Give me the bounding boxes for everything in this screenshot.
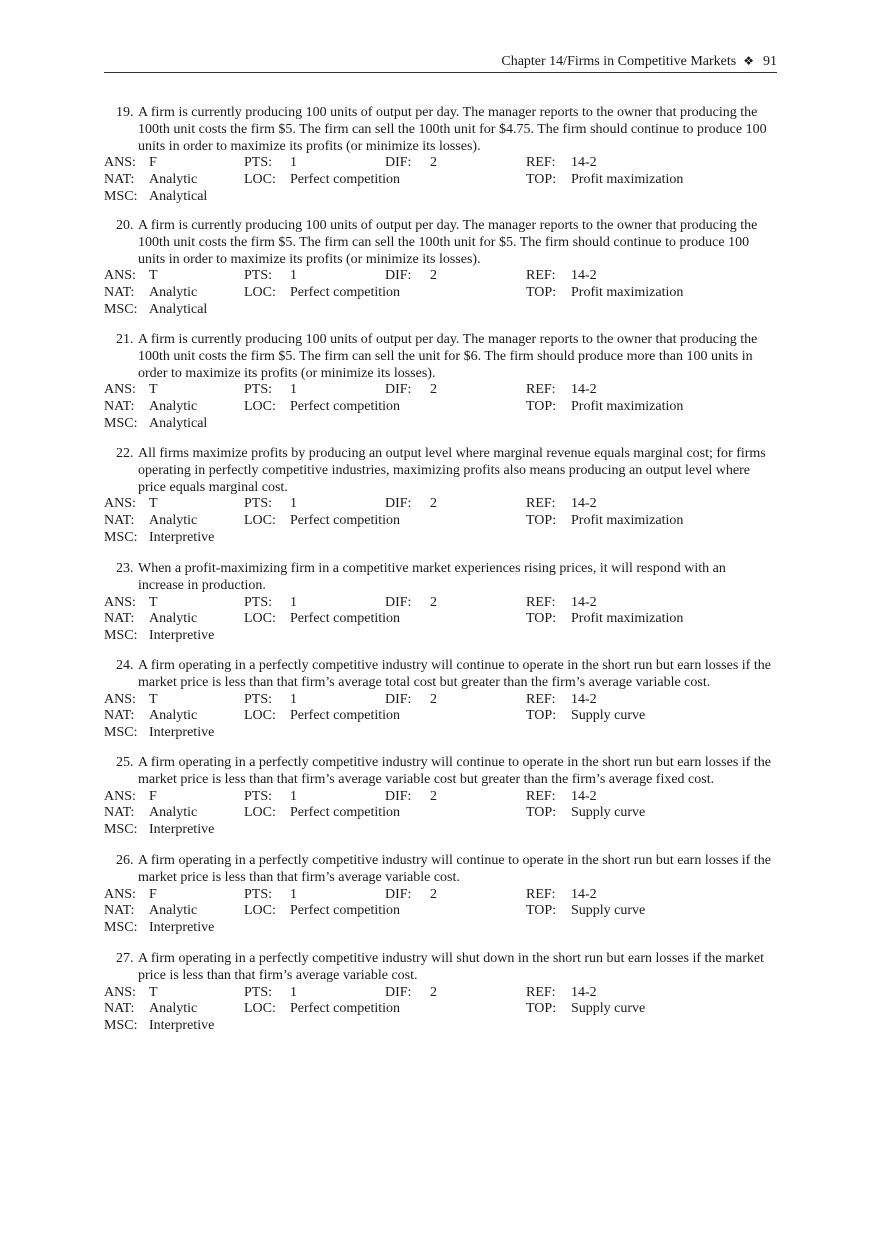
pts-label: PTS: [244, 496, 273, 512]
question-text-block [104, 853, 774, 887]
dif-value: 2 [430, 984, 437, 1000]
dif-label: DIF: [385, 984, 412, 1000]
answer-row [104, 595, 774, 612]
msc-label: MSC: [104, 1018, 138, 1034]
classification-row [104, 513, 774, 530]
pts-value: 1 [290, 788, 297, 804]
nat-label: NAT: [104, 285, 135, 301]
classification-row [104, 172, 774, 189]
msc-row [104, 725, 774, 742]
diamond-separator-icon: ❖ [743, 54, 754, 68]
top-value: Supply curve [571, 708, 646, 724]
top-label: TOP: [526, 805, 557, 821]
top-value: Profit maximization [571, 399, 684, 415]
loc-label: LOC: [244, 611, 276, 627]
loc-value: Perfect competition [290, 903, 401, 919]
question-number: 21. [116, 332, 134, 347]
nat-label: NAT: [104, 399, 135, 415]
msc-value: Interpretive [149, 920, 215, 936]
question-text: All firms maximize profits by producing an output level where marginal revenue equals marginal cost; for firms operating in perfectly competitive industries, maximizing profits also means producing an output level where price equals marginal cost. [138, 446, 766, 495]
msc-label: MSC: [104, 822, 138, 838]
classification-row [104, 399, 774, 416]
top-label: TOP: [526, 399, 557, 415]
top-value: Supply curve [571, 805, 646, 821]
ans-value: T [149, 496, 158, 512]
ans-label: ANS: [104, 268, 136, 284]
loc-value: Perfect competition [290, 399, 401, 415]
msc-label: MSC: [104, 628, 138, 644]
classification-row [104, 903, 774, 920]
dif-value: 2 [430, 594, 437, 610]
nat-value: Analytic [149, 513, 198, 529]
nat-value: Analytic [149, 285, 198, 301]
ref-value: 14-2 [571, 788, 597, 804]
msc-row [104, 302, 774, 319]
pts-value: 1 [290, 691, 297, 707]
nat-value: Analytic [149, 708, 198, 724]
top-value: Profit maximization [571, 285, 684, 301]
question-number: 20. [116, 218, 134, 233]
pts-label: PTS: [244, 155, 273, 171]
ans-label: ANS: [104, 155, 136, 171]
question-item [104, 853, 774, 937]
classification-row [104, 805, 774, 822]
msc-row [104, 1018, 774, 1035]
header-text [501, 52, 777, 71]
dif-value: 2 [430, 788, 437, 804]
pts-value: 1 [290, 496, 297, 512]
msc-value: Analytical [149, 301, 208, 317]
pts-value: 1 [290, 594, 297, 610]
question-text-block [104, 951, 774, 985]
dif-label: DIF: [385, 594, 412, 610]
chapter-title: Chapter 14/Firms in Competitive Markets [501, 54, 737, 69]
answer-row [104, 887, 774, 904]
loc-label: LOC: [244, 903, 276, 919]
msc-label: MSC: [104, 301, 138, 317]
msc-value: Analytical [149, 188, 208, 204]
ans-label: ANS: [104, 886, 136, 902]
question-text: A firm operating in a perfectly competitive industry will continue to operate in the short run but earn losses if the market price is less than that firm’s average total cost but greater than the firm’s average variable cost. [138, 658, 771, 690]
answer-row [104, 692, 774, 709]
classification-row [104, 1001, 774, 1018]
msc-label: MSC: [104, 415, 138, 431]
pts-label: PTS: [244, 382, 273, 398]
question-item [104, 658, 774, 742]
answer-row [104, 496, 774, 513]
ans-label: ANS: [104, 984, 136, 1000]
ref-value: 14-2 [571, 984, 597, 1000]
nat-label: NAT: [104, 1001, 135, 1017]
pts-value: 1 [290, 984, 297, 1000]
pts-label: PTS: [244, 268, 273, 284]
msc-row [104, 189, 774, 206]
dif-value: 2 [430, 691, 437, 707]
question-text: A firm operating in a perfectly competitive industry will continue to operate in the short run but earn losses if the market price is less than that firm’s average variable cost. [138, 853, 771, 885]
ref-value: 14-2 [571, 268, 597, 284]
question-number: 19. [116, 105, 134, 120]
loc-label: LOC: [244, 1001, 276, 1017]
question-number: 23. [116, 561, 134, 576]
nat-label: NAT: [104, 611, 135, 627]
msc-row [104, 628, 774, 645]
top-label: TOP: [526, 172, 557, 188]
pts-label: PTS: [244, 886, 273, 902]
top-value: Profit maximization [571, 611, 684, 627]
ref-label: REF: [526, 382, 556, 398]
loc-label: LOC: [244, 172, 276, 188]
msc-value: Interpretive [149, 1018, 215, 1034]
top-label: TOP: [526, 903, 557, 919]
question-item [104, 561, 774, 645]
question-item [104, 446, 774, 547]
nat-value: Analytic [149, 903, 198, 919]
nat-value: Analytic [149, 611, 198, 627]
msc-value: Interpretive [149, 529, 215, 545]
dif-label: DIF: [385, 788, 412, 804]
ans-value: T [149, 594, 158, 610]
nat-value: Analytic [149, 1001, 198, 1017]
msc-value: Interpretive [149, 822, 215, 838]
msc-value: Interpretive [149, 725, 215, 741]
top-value: Supply curve [571, 1001, 646, 1017]
answer-row [104, 268, 774, 285]
loc-label: LOC: [244, 285, 276, 301]
dif-value: 2 [430, 268, 437, 284]
classification-row [104, 285, 774, 302]
ref-label: REF: [526, 788, 556, 804]
ans-value: T [149, 268, 158, 284]
msc-label: MSC: [104, 188, 138, 204]
loc-label: LOC: [244, 399, 276, 415]
ref-label: REF: [526, 594, 556, 610]
dif-label: DIF: [385, 382, 412, 398]
question-text-block [104, 332, 774, 382]
msc-label: MSC: [104, 920, 138, 936]
question-text-block [104, 755, 774, 789]
dif-value: 2 [430, 886, 437, 902]
nat-value: Analytic [149, 805, 198, 821]
nat-label: NAT: [104, 805, 135, 821]
ans-label: ANS: [104, 691, 136, 707]
question-item [104, 105, 774, 206]
question-text-block [104, 105, 774, 155]
top-value: Supply curve [571, 903, 646, 919]
question-text-block [104, 658, 774, 692]
question-number: 27. [116, 951, 134, 966]
ref-label: REF: [526, 984, 556, 1000]
nat-label: NAT: [104, 708, 135, 724]
top-label: TOP: [526, 611, 557, 627]
loc-value: Perfect competition [290, 285, 401, 301]
ref-label: REF: [526, 496, 556, 512]
pts-value: 1 [290, 155, 297, 171]
loc-value: Perfect competition [290, 708, 401, 724]
question-number: 24. [116, 658, 134, 673]
nat-label: NAT: [104, 172, 135, 188]
ref-value: 14-2 [571, 886, 597, 902]
question-item [104, 755, 774, 839]
question-number: 25. [116, 755, 134, 770]
ans-value: F [149, 155, 157, 171]
question-number: 26. [116, 853, 134, 868]
loc-value: Perfect competition [290, 611, 401, 627]
question-text-block [104, 446, 774, 496]
msc-label: MSC: [104, 725, 138, 741]
question-item [104, 951, 774, 1035]
question-text: A firm is currently producing 100 units of output per day. The manager reports to the owner that producing the 100th unit costs the firm $5. The firm can sell the unit for $6. The firm should produce more than 100 units in order to maximize its profits (or minimize its losses). [138, 332, 758, 381]
top-value: Profit maximization [571, 172, 684, 188]
question-text-block [104, 218, 774, 268]
question-item [104, 332, 774, 433]
top-label: TOP: [526, 1001, 557, 1017]
ref-label: REF: [526, 155, 556, 171]
question-text: A firm is currently producing 100 units of output per day. The manager reports to the owner that producing the 100th unit costs the firm $5. The firm can sell the 100th unit for $4.75. The firm should continue to produce 100 units in order to maximize its profits (or minimize its losses). [138, 105, 767, 154]
pts-label: PTS: [244, 691, 273, 707]
loc-value: Perfect competition [290, 1001, 401, 1017]
loc-label: LOC: [244, 805, 276, 821]
question-number: 22. [116, 446, 134, 461]
pts-value: 1 [290, 886, 297, 902]
ref-label: REF: [526, 691, 556, 707]
ref-value: 14-2 [571, 691, 597, 707]
classification-row [104, 611, 774, 628]
ref-label: REF: [526, 886, 556, 902]
answer-row [104, 789, 774, 806]
question-text: A firm operating in a perfectly competitive industry will continue to operate in the short run but earn losses if the market price is less than that firm’s average variable cost but greater than the firm’s average fixed cost. [138, 755, 771, 787]
msc-row [104, 920, 774, 937]
ans-label: ANS: [104, 382, 136, 398]
pts-value: 1 [290, 382, 297, 398]
dif-value: 2 [430, 382, 437, 398]
classification-row [104, 708, 774, 725]
pts-label: PTS: [244, 594, 273, 610]
ans-value: T [149, 382, 158, 398]
msc-row [104, 416, 774, 433]
answer-row [104, 985, 774, 1002]
answer-row [104, 155, 774, 172]
ans-value: F [149, 788, 157, 804]
answer-row [104, 382, 774, 399]
dif-value: 2 [430, 496, 437, 512]
dif-value: 2 [430, 155, 437, 171]
ans-label: ANS: [104, 594, 136, 610]
msc-row [104, 822, 774, 839]
nat-label: NAT: [104, 513, 135, 529]
ref-label: REF: [526, 268, 556, 284]
dif-label: DIF: [385, 886, 412, 902]
question-text-block [104, 561, 774, 595]
nat-value: Analytic [149, 172, 198, 188]
question-item [104, 218, 774, 319]
ref-value: 14-2 [571, 382, 597, 398]
loc-value: Perfect competition [290, 805, 401, 821]
ans-value: F [149, 886, 157, 902]
loc-value: Perfect competition [290, 513, 401, 529]
top-value: Profit maximization [571, 513, 684, 529]
page-number: 91 [763, 54, 777, 69]
dif-label: DIF: [385, 496, 412, 512]
pts-value: 1 [290, 268, 297, 284]
msc-value: Analytical [149, 415, 208, 431]
top-label: TOP: [526, 513, 557, 529]
top-label: TOP: [526, 285, 557, 301]
dif-label: DIF: [385, 155, 412, 171]
ref-value: 14-2 [571, 594, 597, 610]
question-text: A firm operating in a perfectly competitive industry will shut down in the short run but earn losses if the market price is less than that firm’s average variable cost. [138, 951, 764, 983]
nat-label: NAT: [104, 903, 135, 919]
pts-label: PTS: [244, 984, 273, 1000]
question-text: When a profit-maximizing firm in a competitive market experiences rising prices, it will respond with an increase in production. [138, 561, 726, 593]
nat-value: Analytic [149, 399, 198, 415]
top-label: TOP: [526, 708, 557, 724]
msc-value: Interpretive [149, 628, 215, 644]
pts-label: PTS: [244, 788, 273, 804]
ans-value: T [149, 984, 158, 1000]
ans-value: T [149, 691, 158, 707]
ref-value: 14-2 [571, 155, 597, 171]
loc-label: LOC: [244, 708, 276, 724]
loc-value: Perfect competition [290, 172, 401, 188]
question-text: A firm is currently producing 100 units of output per day. The manager reports to the owner that producing the 100th unit costs the firm $5. The firm can sell the 100th unit for $5. The firm should continue to produce 100 units in order to maximize its profits (or minimize its losses). [138, 218, 758, 267]
dif-label: DIF: [385, 268, 412, 284]
dif-label: DIF: [385, 691, 412, 707]
loc-label: LOC: [244, 513, 276, 529]
msc-label: MSC: [104, 529, 138, 545]
ans-label: ANS: [104, 496, 136, 512]
msc-row [104, 530, 774, 547]
ref-value: 14-2 [571, 496, 597, 512]
page-header [104, 52, 777, 73]
ans-label: ANS: [104, 788, 136, 804]
